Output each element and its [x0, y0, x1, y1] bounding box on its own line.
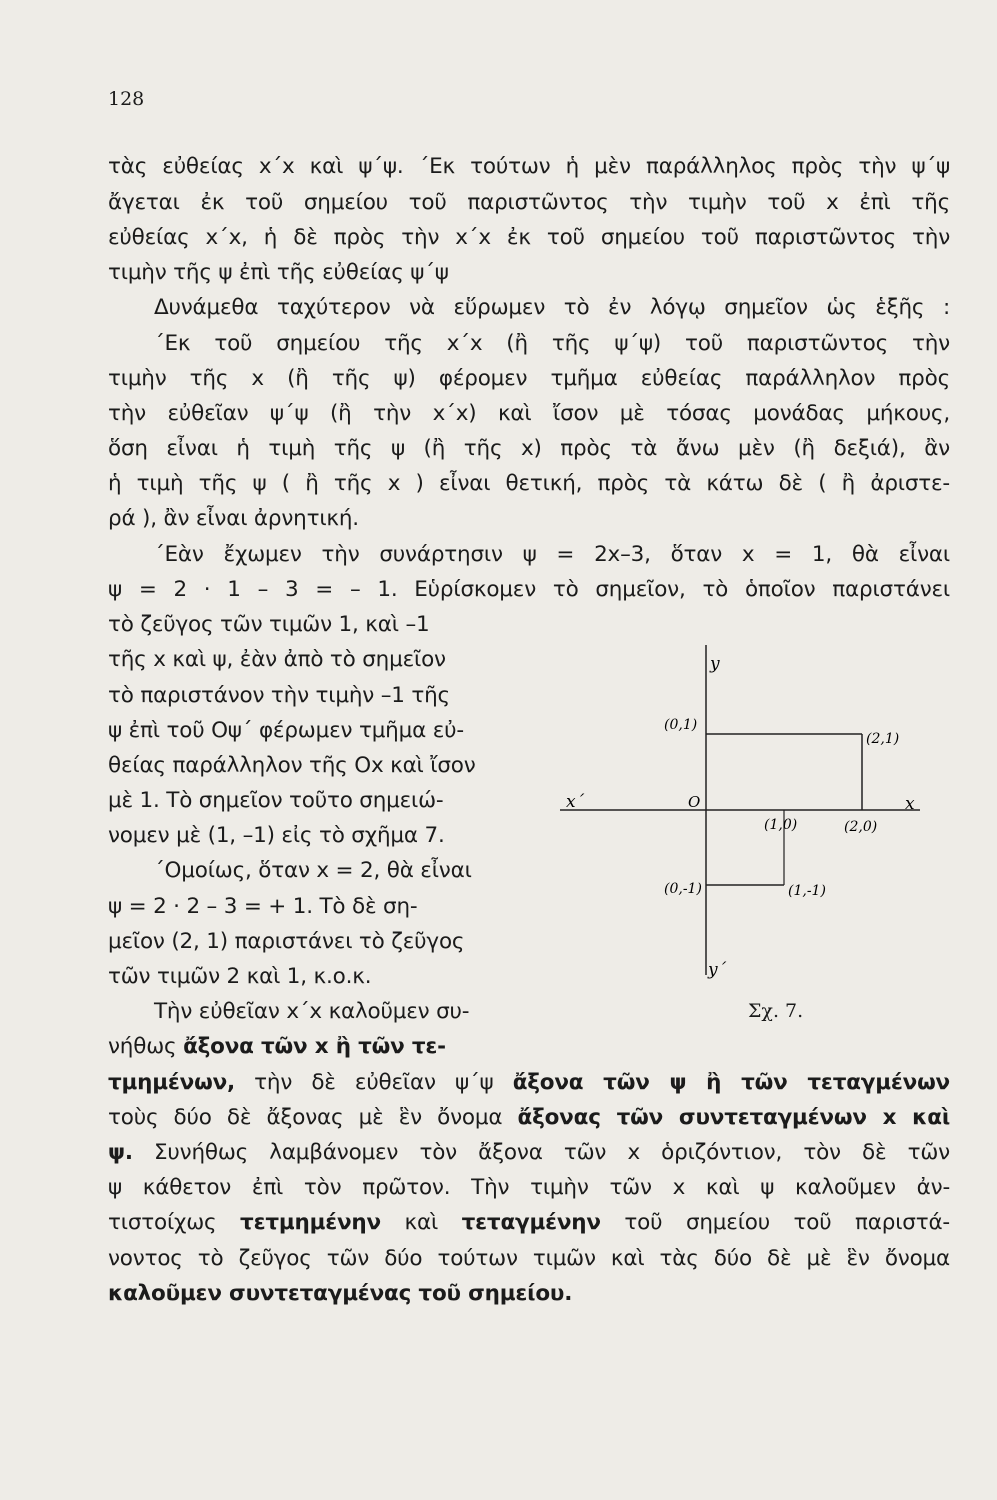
text-run: τιστοίχως [108, 1210, 241, 1235]
text-line-18: θείας παράλληλον τῆς Οx καὶ ἴσον [108, 753, 476, 778]
text-line-16: τὸ παριστάνον τὴν τιμὴν –1 τῆς [108, 683, 450, 708]
text-line-29 [108, 1138, 950, 1168]
bold-term: ἄξονα τῶν x ἢ τῶν τε- [183, 1034, 446, 1059]
bold-term: ἄξονα τῶν ψ ἢ τῶν τεταγμένων [512, 1070, 951, 1095]
bold-term: ψ. [108, 1140, 133, 1165]
label-point-1-m1: (1,-1) [788, 883, 826, 899]
label-x-neg: x΄ [566, 792, 585, 812]
label-x: x [905, 794, 915, 814]
text-line-7: τιμὴν τῆς x (ἢ τῆς ψ) φέρομεν τμῆμα εὐθείας παράλληλον πρὸς [108, 366, 950, 391]
text-line-26 [108, 1032, 446, 1062]
label-point-0-1: (0,1) [664, 717, 698, 733]
text-line-19: μὲ 1. Τὸ σημεῖον τοῦτο σημειώ- [108, 788, 444, 813]
label-y-neg: y΄ [708, 960, 727, 980]
text-line-22: ψ = 2 · 2 – 3 = + 1. Τὸ δὲ ση- [108, 894, 418, 919]
label-point-2-0: (2,0) [844, 819, 878, 835]
label-point-1-0: (1,0) [764, 817, 798, 833]
text-line-24: τῶν τιμῶν 2 καὶ 1, κ.ο.κ. [108, 964, 372, 989]
text-line-13: ψ = 2 · 1 – 3 = – 1. Εὑρίσκομεν τὸ σημεῖον, τὸ ὁποῖον παριστάνει [108, 577, 950, 602]
text-line-25: Τὴν εὐθεῖαν x΄x καλοῦμεν συ- [154, 999, 470, 1024]
text-line-21: ΄Ομοίως, ὅταν x = 2, θὰ εἶναι [154, 858, 472, 883]
text-line-6: ΄Εκ τοῦ σημείου τῆς x΄x (ἢ τῆς ψ΄ψ) τοῦ παριστῶντος τὴν [154, 331, 950, 356]
text-line-27 [108, 1068, 950, 1098]
text-line-3: εὐθείας x΄x, ἡ δὲ πρὸς τὴν x΄x ἐκ τοῦ σημείου τοῦ παριστῶντος τὴν [108, 225, 950, 250]
label-point-0-m1: (0,-1) [664, 881, 702, 897]
text-line-33: καλοῦμεν συντεταγμένας τοῦ σημείου. [108, 1281, 573, 1306]
text-run: καὶ [380, 1210, 462, 1235]
text-run: Συνήθως λαμβάνομεν τὸν ἄξονα τῶν x ὁριζόντιον, τὸν δὲ τῶν [132, 1140, 950, 1165]
text-line-30: ψ κάθετον ἐπὶ τὸν πρῶτον. Τὴν τιμὴν τῶν x καὶ ψ καλοῦμεν ἀν- [108, 1175, 950, 1200]
text-line-15: τῆς x καὶ ψ, ἐὰν ἀπὸ τὸ σημεῖον [108, 647, 446, 672]
text-line-20: νομεν μὲ (1, –1) εἰς τὸ σχῆμα 7. [108, 823, 445, 848]
text-line-8: τὴν εὐθεῖαν ψ΄ψ (ἢ τὴν x΄x) καὶ ἴσον μὲ τόσας μονάδας μήκους, [108, 401, 950, 426]
text-line-5: Δυνάμεθα ταχύτερον νὰ εὕρωμεν τὸ ἐν λόγῳ σημεῖον ὡς ἑξῆς : [154, 295, 950, 320]
figure-caption: Σχ. 7. [748, 1000, 804, 1022]
text-run: τοὺς δύο δὲ ἄξονας μὲ ἓν ὄνομα [108, 1105, 518, 1130]
text-line-2: ἄγεται ἐκ τοῦ σημείου τοῦ παριστῶντος τὴν τιμὴν τοῦ x ἐπὶ τῆς [108, 190, 950, 215]
coordinate-diagram [560, 645, 920, 1035]
bold-term: ἄξονας τῶν συντεταγμένων x καὶ [517, 1105, 950, 1130]
bold-term: τετμημένην [240, 1210, 381, 1235]
label-point-2-1: (2,1) [866, 731, 900, 747]
bold-term: τμημένων, [108, 1070, 235, 1095]
page-number: 128 [108, 88, 145, 110]
label-y: y [710, 654, 720, 674]
figure-coordinate-axes [560, 645, 920, 1035]
bold-term: τεταγμένην [461, 1210, 601, 1235]
text-line-1: τὰς εὐθείας x΄x καὶ ψ΄ψ. ΄Εκ τούτων ἡ μὲν παράλληλος πρὸς τὴν ψ΄ψ [108, 154, 950, 179]
text-run: νήθως [108, 1034, 184, 1059]
text-line-23: μεῖον (2, 1) παριστάνει τὸ ζεῦγος [108, 929, 465, 954]
text-line-32: νοντος τὸ ζεῦγος τῶν δύο τούτων τιμῶν καὶ τὰς δύο δὲ μὲ ἓν ὄνομα [108, 1246, 950, 1271]
text-line-10: ἡ τιμὴ τῆς ψ ( ἢ τῆς x ) εἶναι θετική, πρὸς τὰ κάτω δὲ ( ἢ ἀριστε- [108, 471, 950, 496]
text-line-28 [108, 1103, 950, 1133]
text-line-12: ΄Εὰν ἔχωμεν τὴν συνάρτησιν ψ = 2x–3, ὅταν x = 1, θὰ εἶναι [154, 542, 950, 567]
text-line-9: ὅση εἶναι ἡ τιμὴ τῆς ψ (ἢ τῆς x) πρὸς τὰ ἄνω μὲν (ἢ δεξιά), ἂν [108, 436, 950, 461]
text-run: τοῦ σημείου τοῦ παριστά- [600, 1210, 950, 1235]
label-origin: O [688, 793, 701, 811]
text-line-4: τιμὴν τῆς ψ ἐπὶ τῆς εὐθείας ψ΄ψ [108, 260, 449, 285]
text-line-17: ψ ἐπὶ τοῦ Οψ΄ φέρωμεν τμῆμα εὐ- [108, 718, 464, 743]
text-line-14: τὸ ζεῦγος τῶν τιμῶν 1, καὶ –1 [108, 612, 430, 637]
text-line-31 [108, 1208, 950, 1238]
text-line-11: ρά ), ἂν εἶναι ἀρνητική. [108, 506, 359, 531]
text-run: τὴν δὲ εὐθεῖαν ψ΄ψ [234, 1070, 513, 1095]
